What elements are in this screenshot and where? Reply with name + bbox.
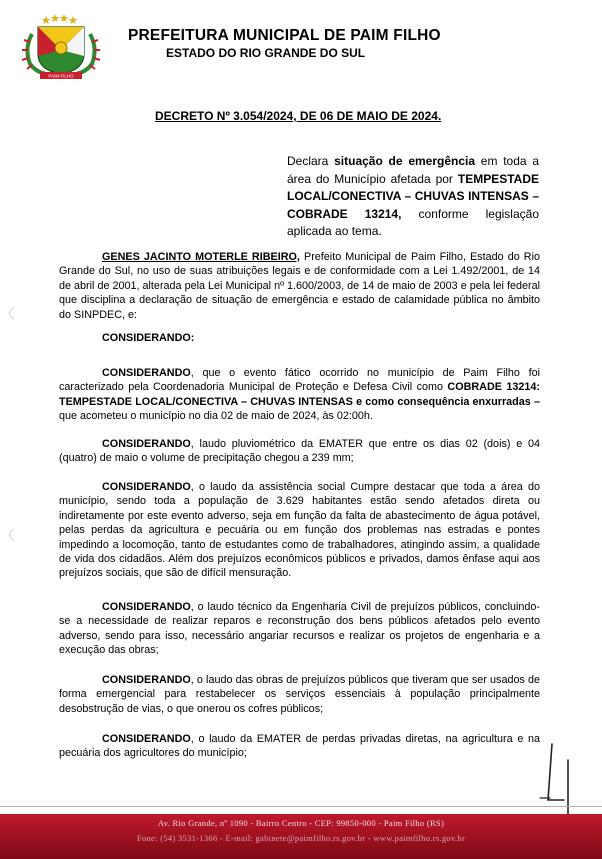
municipality-title: PREFEITURA MUNICIPAL DE PAIM FILHO	[128, 27, 441, 44]
clause-3: CONSIDERANDO, o laudo da assistência social Cumpre destacar que toda a área do município, sendo toda a população de 3.629 habitantes estão sendo afetados direta ou indiretamente por este evento adverso, seja em função da falta de abastecimento de água potável, pelas perdas da agricultura e pecuária ou em função dos problemas nas estradas e pontes impedindo a locomoção, tanto de estudantes como de trabalhadores, atingindo assim, a qualidade de vida dos cidadãos. Além dos prejuízos econômicos públicos e privados, damos ênfase aqui aos prejuízos sociais, que são de difícil mensuração.	[59, 481, 540, 580]
footer-contact: Fone: (54) 3531-1366 - E-mail: gabinete@paimfilho.rs.gov.br - www.paimfilho.rs.gov.br	[136, 833, 466, 843]
clause-6: CONSIDERANDO, o laudo da EMATER de perdas privadas diretas, na agricultura e na pecuária dos agricultores do município;	[59, 733, 540, 760]
binder-ring-icon	[4, 528, 16, 542]
clause-4: CONSIDERANDO, o laudo técnico da Engenharia Civil de prejuízos públicos, concluindo-se a necessidade de realizar reparos e reconstrução dos bens públicos afetados pelo evento adverso, sendo para isso, necessário angariar recursos e realizar os projetos de engenharia e a execução das obras;	[59, 601, 540, 657]
mayor-name: GENES JACINTO MOTERLE RIBEIRO,	[102, 251, 300, 263]
decree-title: DECRETO Nº 3.054/2024, DE 06 DE MAIO DE 2024.	[155, 109, 442, 123]
footer-address: Av. Rio Grande, nº 1090 - Bairro Centro - CEP: 99850-000 - Paim Filho (RS)	[157, 818, 445, 828]
intro-paragraph: GENES JACINTO MOTERLE RIBEIRO, Prefeito Municipal de Paim Filho, Estado do Rio Grande do Sul, no uso de suas atribuições legais e de conformidade com a Lei 1.492/2001, de 14 de abril de 2001, alterada pela Lei Municipal nº 1.600/2003, de 14 de maio de 2003 e pela lei federal que disciplina a declaração de situação de emergência e estado de calamidade pública no âmbito do SINPDEC, e:	[59, 251, 541, 321]
state-subtitle: ESTADO DO RIO GRANDE DO SUL	[166, 46, 366, 60]
decree-summary: Declara situação de emergência em toda a área do Município afetada por TEMPESTADE LOCAL/CONECTIVA – CHUVAS INTENSAS – COBRADE 13214, conforme legislação aplicada ao tema.	[287, 154, 540, 239]
handwritten-initial-mark	[538, 740, 578, 820]
clause-5: CONSIDERANDO, o laudo das obras de prejuízos públicos que tiveram que ser usados de forma emergencial para restabelecer os serviços essenciais à população principalmente desobstrução de vias, o que onerou os cofres públicos;	[59, 674, 540, 715]
coat-of-arms-icon	[14, 12, 108, 80]
clause-2: CONSIDERANDO, laudo pluviométrico da EMATER que entre os dias 02 (dois) e 04 (quatro) de maio o volume de precipitação chegou a 239 mm;	[59, 438, 540, 465]
binder-ring-icon	[4, 306, 16, 320]
clause-1: CONSIDERANDO, que o evento fático ocorrido no município de Paim Filho foi caracterizado pela Coordenadoria Municipal de Proteção e Defesa Civil como COBRADE 13214: TEMPESTADE LOCAL/CONECTIVA – CHUVAS INTENSAS e como consequência enxurradas – que acometeu o município no dia 02 de maio de 2024, às 02:00h.	[59, 367, 540, 423]
considerando-heading: CONSIDERANDO:	[102, 332, 195, 344]
svg-text:PAIM FILHO: PAIM FILHO	[48, 73, 74, 79]
footer-divider	[0, 806, 602, 807]
